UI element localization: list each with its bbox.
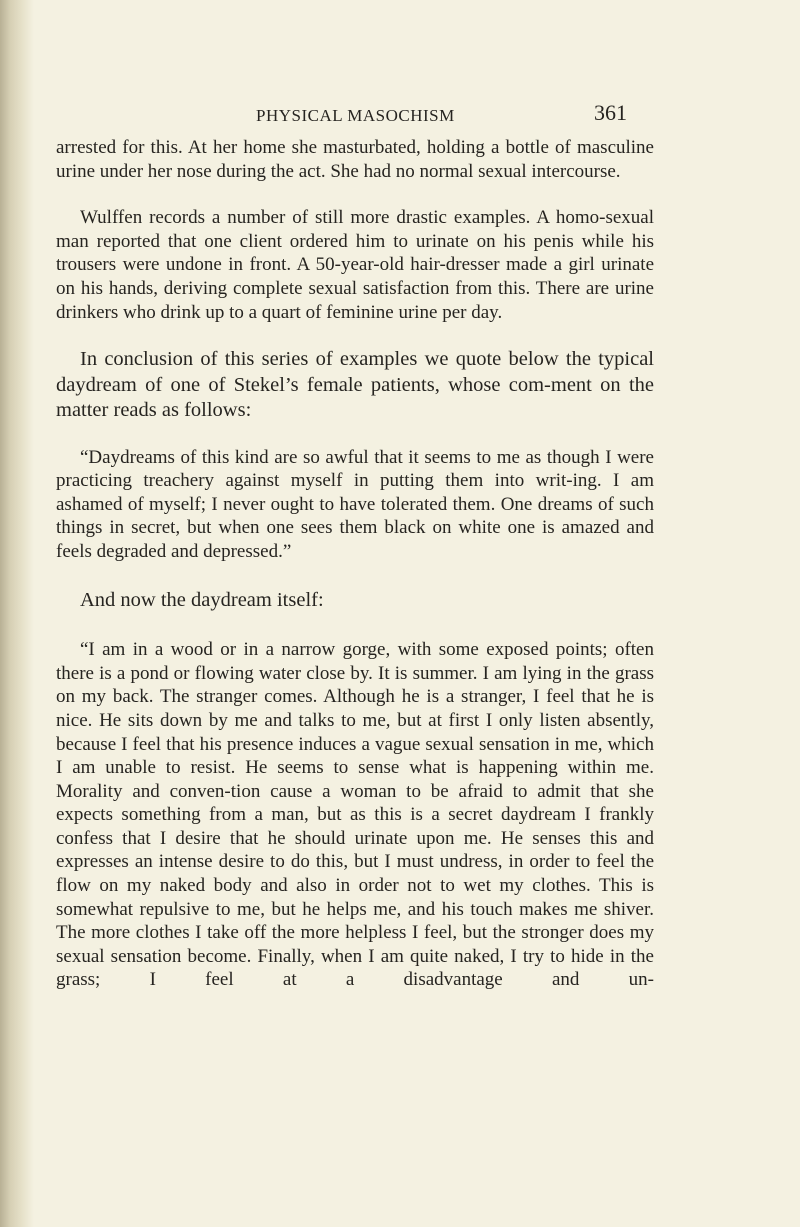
paragraph-1: arrested for this. At her home she masturbated, holding a bottle of masculine urine under her nose during the act. She had no normal sexual intercourse. bbox=[56, 137, 654, 182]
running-title: PHYSICAL MASOCHISM bbox=[256, 106, 455, 125]
page-binding-edge bbox=[0, 0, 34, 1227]
paragraph-6-quote: “I am in a wood or in a narrow gorge, with some exposed points; often there is a pond or flowing water close by. It is summer. I am lying in the grass on my back. The stranger comes. Although he is a stranger, I feel that he is nice. He sits down by me and talks to me, but at first I only listen absently, because I feel that his presence induces a vague sexual sensation in me, which I am unable to resist. He seems to sense what is happening within me. Morality and conven-tion cause a woman to be afraid to admit that she expects something from a man, but as this is a secret daydream I frankly confess that I desire that he should urinate upon me. He senses this and expresses an intense desire to do this, but I must undress, in order to feel the flow on my naked body and also in order not to wet my clothes. This is somewhat repulsive to me, but he helps me, and his touch makes me shiver. The more clothes I take off the more helpless I feel, but the stronger does my sexual sensation become. Finally, when I am quite naked, I try to hide in the grass; I feel at a disadvantage and un- bbox=[56, 639, 654, 991]
paragraph-4-quote: “Daydreams of this kind are so awful that it seems to me as though I were practicing treachery against myself in putting them into writ-ing. I am ashamed of myself; I never ought to have tolerated them. One dreams of such things in secret, but when one sees them black on white one is amazed and feels degraded and depressed.” bbox=[56, 446, 654, 563]
paragraph-3: In conclusion of this series of examples we quote below the typical daydream of one of Stekel’s female patients, whose com-ment on the matter reads as follows: bbox=[56, 348, 654, 422]
paragraph-5: And now the daydream itself: bbox=[80, 588, 324, 611]
running-head bbox=[56, 100, 656, 134]
paragraph-2: Wulffen records a number of still more drastic examples. A homo-sexual man reported that one client ordered him to urinate on his penis while his trousers were undone in front. A 50-year-old hair-dresser made a girl urinate on his hands, deriving complete sexual satisfaction from this. There are urine drinkers who drink up to a quart of feminine urine per day. bbox=[56, 207, 654, 323]
page-number: 361 bbox=[594, 100, 627, 125]
body-text bbox=[56, 136, 654, 992]
